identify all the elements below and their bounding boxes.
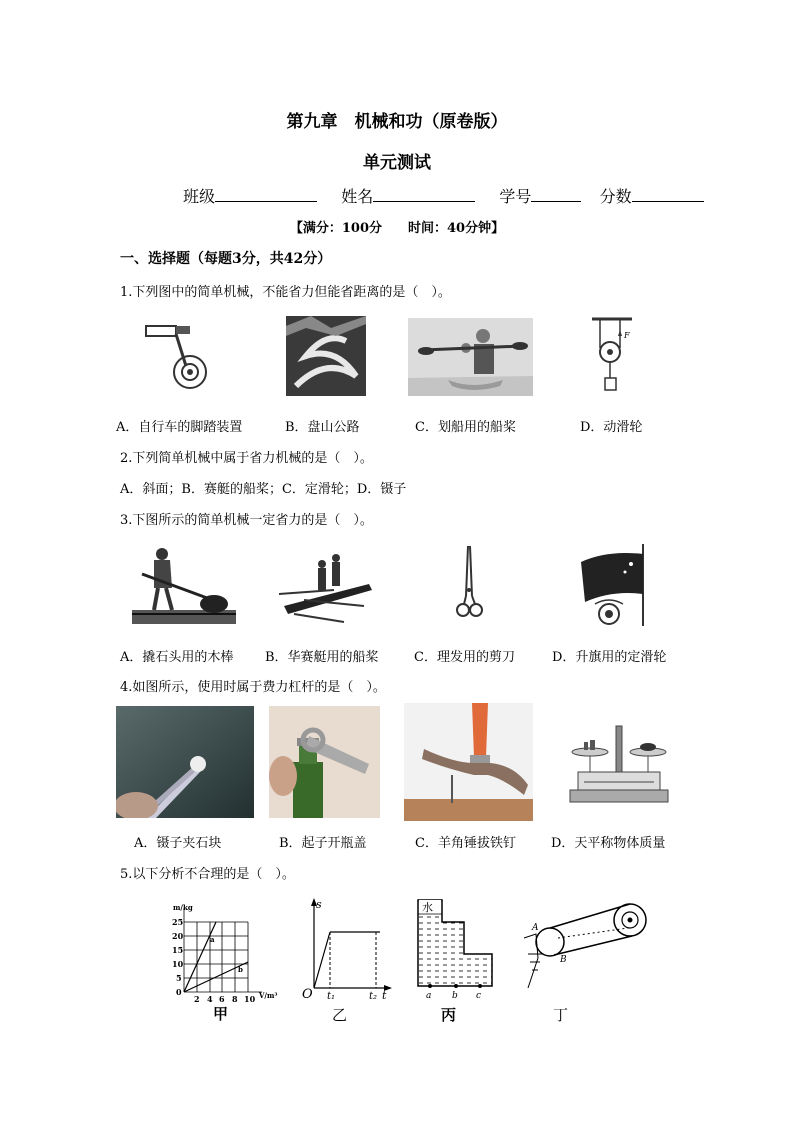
graph-bing-water-container (410, 896, 498, 1002)
q3-option-d[interactable]: D．升旗用的定滑轮 (552, 650, 667, 665)
score-label: 分数 (599, 187, 632, 206)
class-field[interactable] (215, 185, 317, 202)
svg-text:B: B (560, 955, 567, 965)
score-time-line: 【满分：100分 时间：40分钟】 (289, 221, 505, 236)
question-5: 5.以下分析不合理的是（ ）。 (120, 867, 295, 882)
svg-text:15: 15 (172, 945, 184, 955)
series-a-line (184, 922, 216, 992)
balance-scale-image (564, 716, 674, 808)
svg-text:0: 0 (176, 987, 182, 997)
svg-text:水: 水 (422, 901, 433, 914)
page-title: 第九章 机械和功（原卷版） (286, 112, 508, 132)
crowbar-rock-image (132, 544, 236, 626)
flag-pulley-image (577, 544, 667, 626)
svg-text:8: 8 (232, 994, 238, 1004)
label-ding: 丁 (553, 1006, 569, 1024)
q4-option-c[interactable]: C．羊角锤拔铁钉 (415, 836, 516, 851)
mountain-road-image (286, 316, 366, 396)
student-info-line (183, 184, 704, 207)
q3-option-c[interactable]: C．理发用的剪刀 (414, 650, 515, 665)
question-4: 4.如图所示，使用时属于费力杠杆的是（ ）。 (120, 680, 386, 695)
section-heading: 一、选择题（每题3分，共42分） (120, 251, 332, 267)
id-label: 学号 (499, 187, 532, 206)
q4-option-a[interactable]: A．镊子夹石块 (134, 836, 222, 851)
svg-text:c: c (476, 991, 482, 1001)
svg-text:4: 4 (207, 994, 213, 1004)
svg-text:F: F (624, 331, 630, 340)
q1-option-c[interactable]: C．划船用的船桨 (415, 420, 516, 435)
jia-xlabel: V/m³ (259, 991, 278, 1000)
svg-text:6: 6 (219, 994, 225, 1004)
svg-text:10: 10 (244, 994, 256, 1004)
svg-text:25: 25 (172, 917, 184, 927)
svg-text:t₂: t₂ (369, 991, 378, 1000)
svg-text:O: O (302, 987, 313, 1000)
scissors-image (454, 544, 484, 626)
q3-option-a[interactable]: A．撬石头用的木棒 (120, 650, 234, 665)
jia-series-b: b (238, 965, 243, 974)
bicycle-pedal-image (142, 320, 212, 392)
question-1: 1.下列图中的简单机械，不能省力但能省距离的是（ ）。 (120, 285, 451, 300)
svg-text:t₁: t₁ (327, 991, 336, 1000)
racing-boat-oars-image (274, 544, 378, 626)
svg-text:a: a (426, 991, 432, 1001)
label-bing: 丙 (441, 1006, 457, 1024)
q2-options[interactable]: A．斜面；B．赛艇的船桨；C．定滑轮；D．镊子 (120, 482, 407, 497)
q4-option-d[interactable]: D．天平称物体质量 (551, 836, 666, 851)
svg-text:b: b (452, 991, 458, 1001)
class-label: 班级 (183, 187, 216, 206)
svg-text:10: 10 (172, 959, 184, 969)
question-2: 2.下列简单机械中属于省力机械的是（ ）。 (120, 451, 373, 466)
question-3: 3.下图所示的简单机械一定省力的是（ ）。 (120, 513, 373, 528)
tweezers-stone-image (116, 706, 254, 818)
svg-text:20: 20 (172, 931, 184, 941)
q3-option-b[interactable]: B．华赛艇用的船桨 (265, 650, 379, 665)
svg-text:A: A (532, 923, 539, 933)
q1-option-b[interactable]: B．盘山公路 (285, 420, 360, 435)
claw-hammer-image (404, 703, 533, 821)
q4-option-b[interactable]: B．起子开瓶盖 (279, 836, 367, 851)
rowing-boat-image (408, 318, 533, 396)
page-subtitle: 单元测试 (363, 153, 431, 173)
q1-option-d[interactable]: D．动滑轮 (580, 420, 643, 435)
jia-ylabel: m/kg (173, 903, 193, 912)
graph-jia-mass-volume (160, 898, 282, 1006)
label-jia: 甲 (213, 1005, 229, 1023)
id-field[interactable] (531, 185, 581, 202)
svg-text:s: s (316, 898, 322, 911)
jia-series-a: a (210, 935, 215, 944)
graph-yi-distance-time (300, 896, 392, 1000)
name-field[interactable] (373, 185, 475, 202)
q1-option-a[interactable]: A．自行车的脚踏装置 (116, 420, 243, 435)
graph-ding-belt-pulley (518, 898, 650, 988)
bottle-opener-image (269, 706, 380, 818)
label-yi: 乙 (332, 1006, 348, 1024)
svg-text:t: t (382, 989, 387, 1000)
svg-text:5: 5 (176, 973, 182, 983)
name-label: 姓名 (341, 187, 374, 206)
score-field[interactable] (632, 185, 704, 202)
svg-text:2: 2 (194, 994, 200, 1004)
movable-pulley-image (590, 316, 640, 398)
